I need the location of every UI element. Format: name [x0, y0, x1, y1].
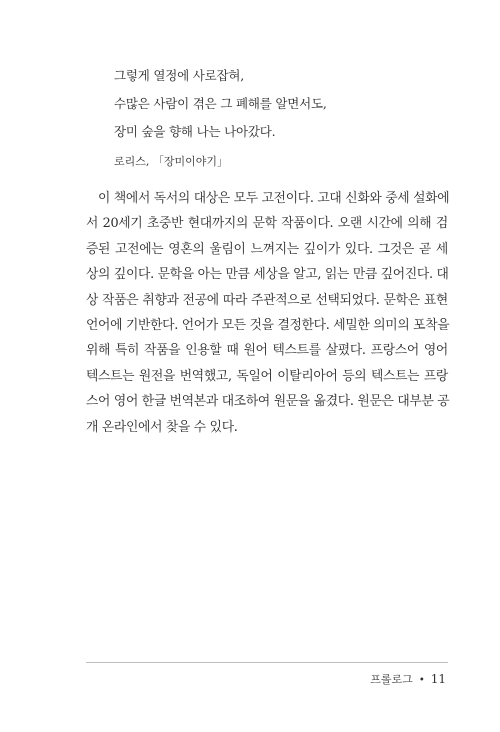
body-line: 스어 영어 한글 번역본과 대조하여 원문을 옮겼다. 원문은 대부분 공 — [86, 394, 450, 410]
body-line: 상의 깊이다. 문학을 아는 만큼 세상을 알고, 읽는 만큼 깊어진다. 대 — [86, 267, 449, 283]
body-line: 텍스트는 원전을 번역했고, 독일어 이탈리아어 등의 텍스트는 프랑 — [86, 368, 448, 384]
body-line: 상 작품은 취향과 전공에 따라 주관적으로 선택되었다. 문학은 표현 — [86, 292, 448, 308]
page-footer — [370, 671, 446, 687]
body-line: 위해 특히 작품을 인용할 때 원어 텍스트를 살폈다. 프랑스어 영어 — [86, 343, 448, 359]
separator-dot: • — [418, 675, 425, 686]
epigraph-line: 그렇게 열정에 사로잡혀, — [114, 68, 245, 83]
body-line: 개 온라인에서 찾을 수 있다. — [86, 419, 238, 435]
body-line: 증된 고전에는 영혼의 울림이 느껴지는 깊이가 있다. 그것은 곧 세 — [86, 241, 448, 257]
epigraph-source: 로리스, 「장미이야기」 — [114, 155, 229, 168]
body-line: 서 20세기 초중반 현대까지의 문학 작품이다. 오랜 시간에 의해 검 — [86, 216, 448, 232]
body-line: 언어에 기반한다. 언어가 모든 것을 결정한다. 세밀한 의미의 포착을 — [86, 317, 450, 333]
epigraph-line: 수많은 사람이 겪은 그 폐해를 알면서도, — [114, 96, 327, 111]
body-paragraph — [86, 186, 448, 440]
section-title: 프롤로그 — [370, 673, 413, 686]
epigraph — [114, 62, 444, 172]
page-number: 11 — [430, 672, 446, 686]
footer-divider — [86, 662, 448, 663]
body-line: 이 책에서 독서의 대상은 모두 고전이다. 고대 신화와 중세 설화에 — [98, 191, 450, 206]
epigraph-line: 장미 숲을 향해 나는 나아갔다. — [114, 124, 276, 139]
